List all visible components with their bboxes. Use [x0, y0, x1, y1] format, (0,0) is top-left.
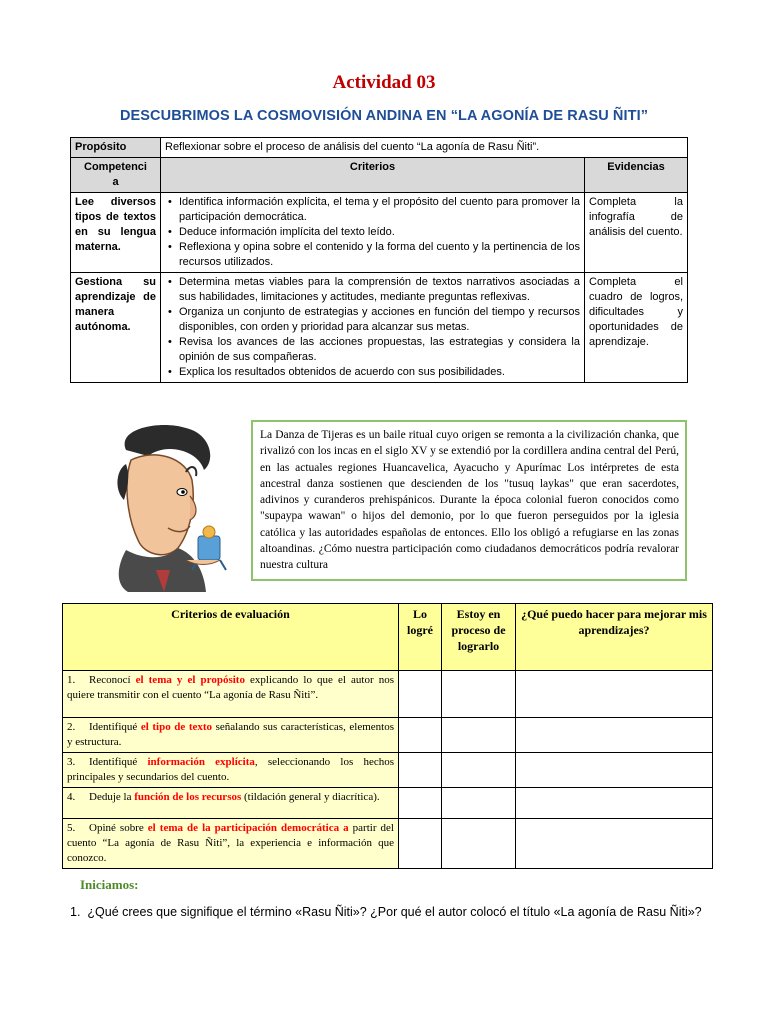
eval-en-proceso-cell[interactable] [442, 671, 516, 718]
eval-mejorar-cell[interactable] [516, 753, 713, 788]
table-row [71, 193, 688, 273]
eval-criterio-cell: 5. Opiné sobre el tema de la participación democrática a partir del cuento “La agonía de Rasu Ñiti”, la experiencia e información que conozco. [63, 819, 399, 869]
eval-lo-logre-cell[interactable] [399, 753, 442, 788]
eval-en-proceso-header: Estoy en proceso de lograrlo [442, 604, 516, 671]
eval-criterio-cell: 1. Reconocí el tema y el propósito explicando lo que el autor nos quiere transmitir con el cuento “La agonía de Rasu Ñiti”. [63, 671, 399, 718]
eval-lo-logre-cell[interactable] [399, 788, 442, 819]
table-row [71, 138, 688, 158]
table-header-row [71, 158, 688, 193]
eval-criterio-cell: 3. Identifiqué información explícita, seleccionando los hechos principales y secundarios del cuento. [63, 753, 399, 788]
table-row [63, 718, 713, 753]
question-text: ¿Qué crees que signifique el término «Rasu Ñiti»? ¿Por qué el autor colocó el título «La agonía de Rasu Ñiti»? [87, 905, 702, 919]
competencia-header: Competenci a [71, 158, 161, 193]
table-row [63, 788, 713, 819]
eval-lo-logre-cell[interactable] [399, 671, 442, 718]
eval-criterio-cell: 2. Identifiqué el tipo de texto señalando sus características, elementos y estructura. [63, 718, 399, 753]
evaluation-table [62, 603, 713, 869]
criterio-item: • Organiza un conjunto de estrategias y acciones en función del tiempo y recursos disponibles, con orden y prioridad para alcanzar sus metas. [179, 305, 580, 335]
criterio-item: • Revisa los avances de las acciones propuestas, las estrategias y considera la opinión de sus compañeras. [179, 335, 580, 365]
criterio-item: • Explica los resultados obtenidos de acuerdo con sus posibilidades. [179, 365, 580, 380]
competencies-table [70, 137, 688, 383]
competencia-cell: Gestiona su aprendizaje de manera autónoma. [71, 273, 161, 383]
speech-bubble: La Danza de Tijeras es un baile ritual cuyo origen se remonta a la civilización chanka, que rivalizó con los incas en el siglo XV y se extendió por la cordillera andina central del Perú, en las actuales regiones Huancavelica, Ayacucho y Apurímac Los intérpretes de esta ancestral danza sostienen que descienden de los "tusuq laykas" que eran sacerdotes, adivinos y curanderos prehispánicos. Durante la época colonial fueron conocidos como "supaypa wawan" o hijos del demonio, por lo que fueron perseguidos por la iglesia católica y las autoridades españolas de entonces. Ello los obligó a refugiarse en las zonas altoandinas. ¿Cómo nuestra participación como ciudadanos democráticos podría revalorar nuestra cultura [251, 420, 687, 581]
criterios-cell [161, 273, 585, 383]
criterio-item: • Reflexiona y opina sobre el contenido y la forma del cuento y la pertinencia de los recursos utilizados. [179, 240, 580, 270]
evidencia-cell: Completa el cuadro de logros, dificultades y oportunidades de aprendizaje. [585, 273, 688, 383]
question-number: 1. [70, 905, 81, 919]
criterios-header: Criterios [161, 158, 585, 193]
eval-en-proceso-cell[interactable] [442, 753, 516, 788]
eval-lo-logre-header: Lo logré [399, 604, 442, 671]
eval-criterios-header: Criterios de evaluación [63, 604, 399, 671]
eval-mejorar-cell[interactable] [516, 718, 713, 753]
eval-en-proceso-cell[interactable] [442, 819, 516, 869]
criterios-cell [161, 193, 585, 273]
proposito-label: Propósito [71, 138, 161, 158]
table-row [63, 753, 713, 788]
eval-lo-logre-cell[interactable] [399, 819, 442, 869]
criterio-item: • Identifica información explícita, el tema y el propósito del cuento para promover la participación democrática. [179, 195, 580, 225]
eval-mejorar-header: ¿Qué puedo hacer para mejorar mis aprendizajes? [516, 604, 713, 671]
question-1 [70, 905, 702, 919]
eval-en-proceso-cell[interactable] [442, 788, 516, 819]
caricature-illustration [86, 420, 246, 592]
table-header-row [63, 604, 713, 671]
section-heading-iniciamos: Iniciamos: [80, 877, 139, 892]
table-row [63, 671, 713, 718]
criterio-item: • Deduce información implícita del texto leído. [179, 225, 580, 240]
eval-mejorar-cell[interactable] [516, 788, 713, 819]
eval-mejorar-cell[interactable] [516, 819, 713, 869]
proposito-text: Reflexionar sobre el proceso de análisis del cuento “La agonía de Rasu Ñiti”. [161, 138, 688, 158]
page-title: Actividad 03 [332, 72, 436, 93]
page-subtitle: DESCUBRIMOS LA COSMOVISIÓN ANDINA EN “LA AGONÍA DE RASU ÑITI” [119, 108, 649, 124]
eval-en-proceso-cell[interactable] [442, 718, 516, 753]
table-row [63, 819, 713, 869]
eval-mejorar-cell[interactable] [516, 671, 713, 718]
criterio-item: • Determina metas viables para la comprensión de textos narrativos asociadas a sus habilidades, limitaciones y actitudes, mediante preguntas reflexivas. [179, 275, 580, 305]
competencia-cell: Lee diversos tipos de textos en su lengua materna. [71, 193, 161, 273]
table-row [71, 273, 688, 383]
evidencias-header: Evidencias [585, 158, 688, 193]
eval-lo-logre-cell[interactable] [399, 718, 442, 753]
evidencia-cell: Completa la infografía de análisis del cuento. [585, 193, 688, 273]
eval-criterio-cell: 4. Deduje la función de los recursos (tildación general y diacrítica). [63, 788, 399, 819]
